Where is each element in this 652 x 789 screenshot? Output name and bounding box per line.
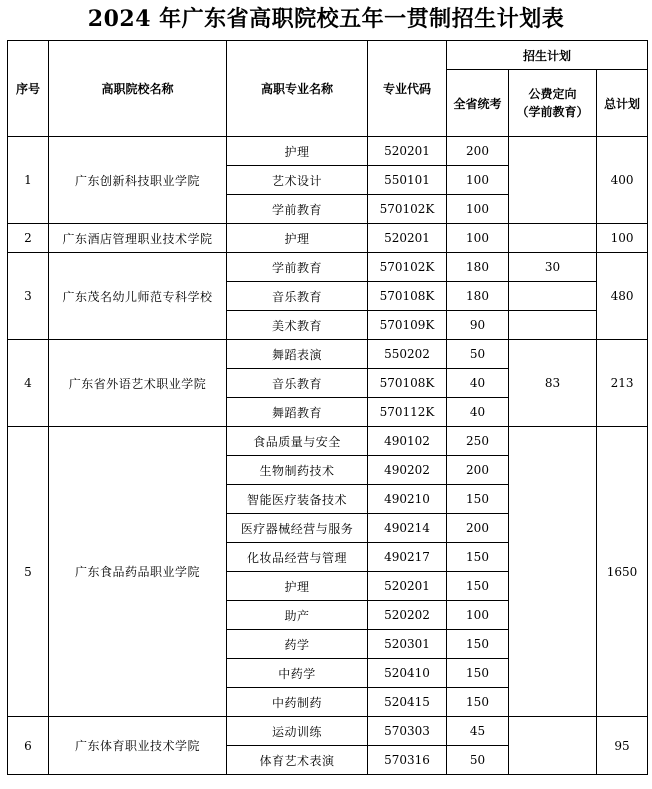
province-quota: 50 xyxy=(447,340,509,369)
province-quota: 150 xyxy=(447,630,509,659)
page-title: 2024 年广东省高职院校五年一贯制招生计划表 xyxy=(87,6,565,32)
public-quota xyxy=(509,282,597,311)
major-code: 520410 xyxy=(368,659,447,688)
major-name: 体育艺术表演 xyxy=(227,746,368,775)
total-quota: 480 xyxy=(597,253,648,340)
major-code: 490214 xyxy=(368,514,447,543)
major-code: 550101 xyxy=(368,166,447,195)
province-quota: 150 xyxy=(447,572,509,601)
major-name: 护理 xyxy=(227,572,368,601)
public-quota xyxy=(509,427,597,717)
major-name: 助产 xyxy=(227,601,368,630)
major-code: 520201 xyxy=(368,572,447,601)
header-row xyxy=(8,41,648,70)
major-name: 舞蹈教育 xyxy=(227,398,368,427)
row-index: 1 xyxy=(8,137,49,224)
school-name: 广东酒店管理职业技术学院 xyxy=(49,224,227,253)
table-row xyxy=(8,137,648,166)
total-quota: 400 xyxy=(597,137,648,224)
header-public-line2: （学前教育） xyxy=(516,105,589,119)
major-code: 520201 xyxy=(368,224,447,253)
major-code: 550202 xyxy=(368,340,447,369)
total-quota: 95 xyxy=(597,717,648,775)
header-code: 专业代码 xyxy=(368,41,447,137)
province-quota: 100 xyxy=(447,166,509,195)
province-quota: 100 xyxy=(447,224,509,253)
major-name: 音乐教育 xyxy=(227,369,368,398)
major-code: 490102 xyxy=(368,427,447,456)
major-name: 音乐教育 xyxy=(227,282,368,311)
major-name: 中药学 xyxy=(227,659,368,688)
row-index: 2 xyxy=(8,224,49,253)
province-quota: 90 xyxy=(447,311,509,340)
major-code: 490202 xyxy=(368,456,447,485)
public-quota xyxy=(509,311,597,340)
header-public xyxy=(509,70,597,137)
school-name: 广东食品药品职业学院 xyxy=(49,427,227,717)
province-quota: 200 xyxy=(447,456,509,485)
total-quota: 213 xyxy=(597,340,648,427)
table-row xyxy=(8,717,648,746)
row-index: 6 xyxy=(8,717,49,775)
province-quota: 150 xyxy=(447,659,509,688)
province-quota: 100 xyxy=(447,601,509,630)
major-code: 570102K xyxy=(368,195,447,224)
major-code: 520301 xyxy=(368,630,447,659)
table-row xyxy=(8,224,648,253)
major-name: 艺术设计 xyxy=(227,166,368,195)
header-public-line1: 公费定向 xyxy=(528,87,577,101)
enrollment-plan-table xyxy=(7,40,648,775)
province-quota: 40 xyxy=(447,369,509,398)
major-name: 智能医疗装备技术 xyxy=(227,485,368,514)
province-quota: 150 xyxy=(447,543,509,572)
major-code: 570112K xyxy=(368,398,447,427)
header-major: 高职专业名称 xyxy=(227,41,368,137)
major-code: 570108K xyxy=(368,282,447,311)
major-code: 520202 xyxy=(368,601,447,630)
table-row xyxy=(8,340,648,369)
header-total: 总计划 xyxy=(597,70,648,137)
header-school: 高职院校名称 xyxy=(49,41,227,137)
row-index: 4 xyxy=(8,340,49,427)
major-code: 570109K xyxy=(368,311,447,340)
major-code: 570303 xyxy=(368,717,447,746)
public-quota xyxy=(509,224,597,253)
total-quota: 100 xyxy=(597,224,648,253)
province-quota: 100 xyxy=(447,195,509,224)
public-quota: 30 xyxy=(509,253,597,282)
public-quota xyxy=(509,137,597,224)
province-quota: 180 xyxy=(447,282,509,311)
total-quota: 1650 xyxy=(597,427,648,717)
major-name: 生物制药技术 xyxy=(227,456,368,485)
major-code: 570108K xyxy=(368,369,447,398)
major-name: 药学 xyxy=(227,630,368,659)
major-code: 520201 xyxy=(368,137,447,166)
major-name: 运动训练 xyxy=(227,717,368,746)
header-province: 全省统考 xyxy=(447,70,509,137)
major-name: 化妆品经营与管理 xyxy=(227,543,368,572)
public-quota: 83 xyxy=(509,340,597,427)
major-name: 食品质量与安全 xyxy=(227,427,368,456)
major-code: 570102K xyxy=(368,253,447,282)
major-code: 490210 xyxy=(368,485,447,514)
province-quota: 45 xyxy=(447,717,509,746)
major-name: 学前教育 xyxy=(227,195,368,224)
major-name: 中药制药 xyxy=(227,688,368,717)
major-name: 美术教育 xyxy=(227,311,368,340)
school-name: 广东茂名幼儿师范专科学校 xyxy=(49,253,227,340)
public-quota xyxy=(509,717,597,775)
province-quota: 200 xyxy=(447,137,509,166)
major-name: 护理 xyxy=(227,224,368,253)
province-quota: 200 xyxy=(447,514,509,543)
major-name: 学前教育 xyxy=(227,253,368,282)
major-code: 570316 xyxy=(368,746,447,775)
province-quota: 50 xyxy=(447,746,509,775)
major-name: 舞蹈表演 xyxy=(227,340,368,369)
major-name: 护理 xyxy=(227,137,368,166)
province-quota: 40 xyxy=(447,398,509,427)
province-quota: 150 xyxy=(447,485,509,514)
header-plan: 招生计划 xyxy=(447,41,648,70)
province-quota: 250 xyxy=(447,427,509,456)
school-name: 广东体育职业技术学院 xyxy=(49,717,227,775)
table-body xyxy=(8,137,648,775)
header-index: 序号 xyxy=(8,41,49,137)
major-name: 医疗器械经营与服务 xyxy=(227,514,368,543)
school-name: 广东创新科技职业学院 xyxy=(49,137,227,224)
row-index: 3 xyxy=(8,253,49,340)
province-quota: 180 xyxy=(447,253,509,282)
school-name: 广东省外语艺术职业学院 xyxy=(49,340,227,427)
table-row xyxy=(8,253,648,282)
major-code: 520415 xyxy=(368,688,447,717)
major-code: 490217 xyxy=(368,543,447,572)
row-index: 5 xyxy=(8,427,49,717)
province-quota: 150 xyxy=(447,688,509,717)
table-row xyxy=(8,427,648,456)
